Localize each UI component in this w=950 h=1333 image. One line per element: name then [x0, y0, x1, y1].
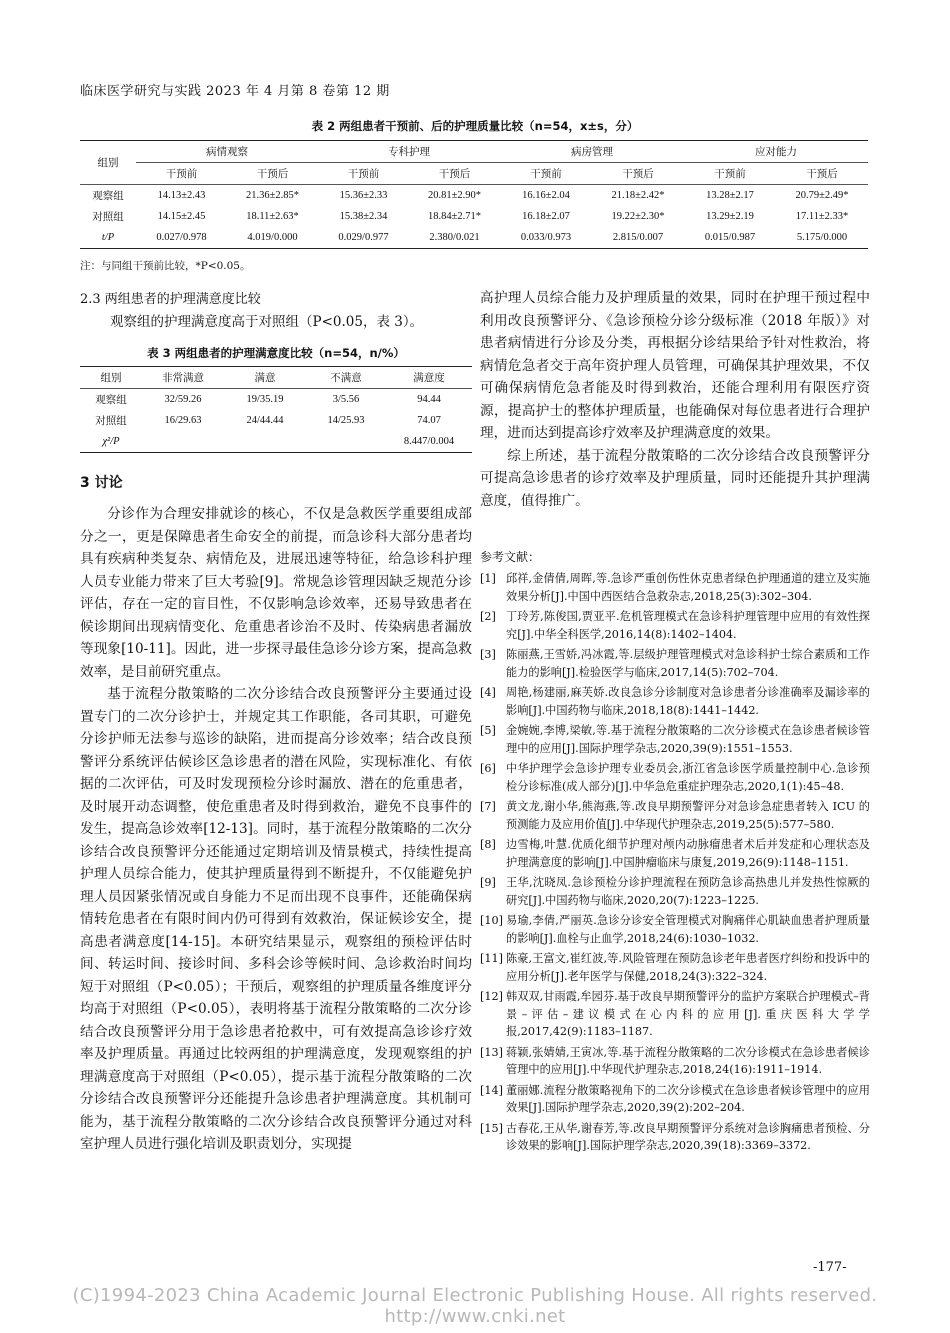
table-cell	[306, 431, 386, 453]
reference-list	[480, 570, 870, 1158]
reference-item	[480, 950, 870, 985]
table2-subheader: 干预后	[592, 163, 684, 185]
table-cell: 19.22±2.30*	[611, 211, 665, 222]
reference-item	[480, 798, 870, 833]
reference-number: [8]	[480, 838, 496, 851]
discussion-paragraph: 分诊作为合理安排就诊的核心，不仅是急救医学重要组成部分之一，更是保障患者生命安全的前提，而急诊科大部分患者均具有疾病种类复杂、病情危及，进展迅速等特征，给急诊科护理人员专业能力带来了巨大考验[9]。常规急诊管理因缺乏规范分诊评估，存在一定的盲目性，不仅影响急诊效率，还易导致患者在候诊期间出现病情变化、危重患者诊治不及时、传染病患者漏放等现象[10-11]。因此，进一步探寻最佳急诊分诊方案，提高急救效率，是目前研究重点。	[80, 506, 472, 680]
row-label: 观察组	[92, 191, 124, 202]
section-heading-discussion: 3 讨论	[80, 475, 123, 491]
table-cell: 0.015/0.987	[704, 232, 756, 243]
table3-header: 满意度	[386, 367, 472, 389]
table2-cat-header: 应对能力	[684, 141, 868, 163]
table-cell: 20.79±2.49*	[795, 190, 849, 201]
table-row	[80, 410, 472, 431]
table-cell: 14.13±2.43	[157, 190, 206, 201]
table3-header: 不满意	[306, 367, 386, 389]
table-cell: 8.447/0.004	[403, 436, 455, 447]
reference-text: 金婉婉,李博,梁敏,等.基于流程分散策略的二次分诊模式在急诊患者候诊管理中的应用[J].国际护理学杂志,2020,39(9):1551–1553.	[506, 724, 870, 755]
reference-number: [4]	[480, 686, 496, 699]
reference-number: [6]	[480, 762, 496, 775]
table-cell: 2.815/0.007	[612, 232, 664, 243]
table-cell: 18.84±2.71*	[427, 211, 481, 222]
table3-header: 满意	[224, 367, 306, 389]
row-label: 观察组	[95, 395, 127, 406]
table-cell: 2.380/0.021	[429, 232, 480, 243]
reference-text: 中华护理学会急诊护理专业委员会,浙江省急诊医学质量控制中心.急诊预检分诊标准(成人部分)[J].中华急危重症护理杂志,2020,1(1):45–48.	[506, 762, 870, 793]
reference-number: [15]	[480, 1121, 503, 1135]
table-cell: 20.81±2.90*	[427, 190, 481, 201]
reference-text: 韩双双,甘雨霞,牟园芬.基于改良早期预警评分的监护方案联合护理模式–背景–评估–建议模式在心内科的应用[J].重庆医科大学学报,2017,42(9):1183–1187.	[506, 990, 870, 1038]
row-label: 对照组	[92, 212, 124, 223]
reference-text: 古春花,王从华,谢春芳,等.改良早期预警评分系统对急诊胸痛患者预检、分诊效果的影响[J].国际护理学杂志,2020,39(18):3369–3372.	[506, 1121, 870, 1152]
reference-number: [11]	[480, 952, 503, 965]
copyright-footer: (C)1994-2023 China Academic Journal Electronic Publishing House. All rights reserved. http://www.cnki.net	[72, 1285, 878, 1327]
table-cell: 94.44	[417, 394, 441, 405]
right-column-body	[480, 287, 870, 512]
reference-number: [3]	[480, 648, 496, 661]
table3-caption: 表 3 两组患者的护理满意度比较（n=54，n/%）	[147, 346, 405, 360]
table-cell: 0.027/0.978	[156, 232, 207, 243]
table2-cat-header: 病情观察	[136, 141, 318, 163]
table-cell: 13.28±2.17	[706, 190, 754, 201]
table-cell: 17.11±2.33*	[795, 211, 849, 222]
reference-number: [2]	[480, 610, 496, 623]
table2-subheader: 干预前	[136, 163, 227, 185]
reference-item	[480, 1044, 870, 1079]
section-2-3-text: 观察组的护理满意度高于对照组（P<0.05，表 3）。	[110, 314, 424, 330]
table-cell: 74.07	[417, 415, 441, 426]
reference-text: 董丽娜.流程分散策略视角下的二次分诊模式在急诊患者候诊管理中的应用效果[J].国际护理学杂志,2020,39(2):202–204.	[506, 1083, 870, 1114]
table-cell: 24/44.44	[246, 415, 284, 426]
journal-header: 临床医学研究与实践 2023 年 4 月第 8 卷第 12 期	[80, 84, 390, 99]
reference-text: 蒋颖,张婧婧,王寅冰,等.基于流程分散策略的二次分诊模式在急诊患者候诊管理中的应用[J].中华现代护理杂志,2018,24(16):1911–1914.	[506, 1045, 870, 1076]
page-number: -177-	[813, 1260, 847, 1275]
reference-item	[480, 608, 870, 643]
table3	[80, 366, 472, 453]
table-cell: 16/29.63	[164, 415, 202, 426]
reference-item	[480, 1082, 870, 1117]
section-heading-2-3: 2.3 两组患者的护理满意度比较	[80, 292, 261, 307]
reference-number: [5]	[480, 724, 496, 737]
reference-text: 丁玲芳,陈俊国,贾亚平.危机管理模式在急诊科护理管理中应用的有效性探究[J].中华全科医学,2016,14(8):1402–1404.	[506, 610, 870, 641]
table2-header-row	[80, 141, 868, 163]
reference-number: [9]	[480, 876, 496, 889]
continuation-paragraph: 高护理人员综合能力及护理质量的效果，同时在护理干预过程中利用改良预警评分、《急诊预检分诊分级标准（2018 年版）》对患者病情进行分诊及分类，再根据分诊结果给予针对性救治，将病情危急者交于高年资护理人员管理，可确保其护理效果，不仅可确保病情危急者能及时得到救治，还能合理利用有限医疗资源，提高护士的整体护理质量，也能确保对每位患者进行合理护理，进而达到提高诊疗效率及护理满意度的效果。	[480, 290, 870, 441]
reference-text: 周艳,杨建丽,麻芙娇.改良急诊分诊制度对急诊患者分诊准确率及漏诊率的影响[J].中国药物与临床,2018,18(8):1441–1442.	[506, 686, 870, 717]
table2-cat-header: 病房管理	[500, 141, 684, 163]
row-label: χ²/P	[102, 436, 120, 447]
table-row	[80, 185, 868, 207]
reference-text: 边雪梅,叶慧.优质化细节护理对颅内动脉瘤患者术后并发症和心理状态及护理满意度的影响[J].中国肿瘤临床与康复,2019,26(9):1148–1151.	[506, 838, 870, 869]
table-cell: 14.15±2.45	[157, 211, 206, 222]
table2-note: 注：与同组干预前比较，*P<0.05。	[80, 260, 251, 272]
discussion-body	[80, 503, 472, 1156]
reference-text: 易瑜,李倩,严丽英.急诊分诊安全管理模式对胸痛伴心肌缺血患者护理质量的影响[J].血栓与止血学,2018,24(6):1030–1032.	[506, 914, 870, 945]
discussion-paragraph: 基于流程分散策略的二次分诊结合改良预警评分主要通过设置专门的二次分诊护士，并规定其工作职能，各司其职，可避免分诊护师无法参与巡诊的缺陷，进而提高分诊效率；结合改良预警评分系统评估候诊区急诊患者的潜在风险，实现标准化、有依据的二次评估，可及时发现预检分诊时漏放、潜在的危重患者，及时展开动态调整，使危重患者及时得到救治，避免不良事件的发生，提高急诊效率[12-13]。同时，基于流程分散策略的二次分诊结合改良预警评分还能通过定期培训及情景模式，持续性提高护理人员综合能力，使其护理质量得到不断提升，不仅能避免护理人员因紧张情况或自身能力不足而出现不良事件，还能确保病情转危患者在有限时间内仍可得到有效救治，保证候诊安全，提高患者满意度[14-15]。本研究结果显示，观察组的预检评估时间、转运时间、接诊时间、多科会诊等候时间、急诊救治时间均短于对照组（P<0.05）；干预后，观察组的护理质量各维度评分均高于对照组（P<0.05），表明将基于流程分散策略的二次分诊结合改良预警评分用于急诊患者抢救中，可有效提高急诊诊疗效率及护理质量。再通过比较两组的护理满意度，发现观察组的护理满意度高于对照组（P<0.05），提示基于流程分散策略的二次分诊结合改良预警评分还能提升急诊患者护理满意度。其机制可能为，基于流程分散策略的二次分诊结合改良预警评分通过对科室护理人员进行强化培训及职责划分，实现提	[80, 686, 472, 1152]
table-cell: 21.18±2.42*	[611, 190, 665, 201]
table3-header: 组别	[80, 367, 142, 389]
table3-header-row	[80, 367, 472, 389]
table-cell: 15.36±2.33	[339, 190, 388, 201]
reference-text: 王华,沈晓凤.急诊预检分诊护理流程在预防急诊高热患儿并发热性惊厥的研究[J].中国药物与临床,2020,20(7):1223–1225.	[506, 876, 870, 907]
reference-number: [7]	[480, 800, 496, 813]
reference-number: [13]	[480, 1045, 503, 1059]
reference-number: [14]	[480, 1083, 503, 1097]
reference-text: 陈豪,王富文,崔红波,等.风险管理在预防急诊老年患者医疗纠纷和投诉中的应用分析[J].老年医学与保健,2018,24(3):322–324.	[506, 952, 870, 983]
table-row	[80, 431, 472, 453]
table2-subheader: 干预后	[409, 163, 500, 185]
reference-item	[480, 722, 870, 757]
table-cell: 21.36±2.85*	[245, 190, 299, 201]
reference-number: [12]	[480, 990, 503, 1003]
table-cell: 13.29±2.19	[706, 211, 754, 222]
table2-subheader-row	[80, 163, 868, 185]
table2-subheader: 干预后	[227, 163, 318, 185]
reference-item	[480, 874, 870, 909]
table3-header: 非常满意	[142, 367, 224, 389]
reference-item	[480, 988, 870, 1041]
table2-subheader: 干预前	[500, 163, 592, 185]
table-cell: 0.033/0.973	[520, 232, 572, 243]
table-cell: 4.019/0.000	[247, 232, 298, 243]
reference-item	[480, 684, 870, 719]
table2-subheader: 干预前	[318, 163, 409, 185]
row-label: 对照组	[95, 416, 127, 427]
table-row	[80, 389, 472, 411]
table-row	[80, 227, 868, 249]
table-cell: 18.11±2.63*	[246, 211, 299, 222]
references-heading: 参考文献：	[480, 550, 541, 564]
table-cell: 16.16±2.04	[522, 190, 570, 201]
table2-subheader: 干预后	[776, 163, 868, 185]
table2-caption: 表 2 两组患者干预前、后的护理质量比较（n=54，x±s，分）	[311, 119, 639, 133]
table-cell: 3/5.56	[332, 394, 360, 405]
table-cell: 16.18±2.07	[522, 211, 570, 222]
table-cell: 32/59.26	[164, 394, 202, 405]
reference-text: 黄文龙,谢小华,熊海燕,等.改良早期预警评分对急诊急症患者转入 ICU 的预测能力及应用价值[J].中华现代护理杂志,2019,25(5):577–580.	[506, 800, 870, 831]
table-cell	[224, 431, 306, 453]
conclusion-paragraph: 综上所述，基于流程分散策略的二次分诊结合改良预警评分可提高急诊患者的诊疗效率及护理质量，同时还能提升其护理满意度，值得推广。	[480, 447, 870, 509]
table2	[80, 140, 868, 249]
table2-subheader: 干预前	[684, 163, 776, 185]
table-cell: 0.029/0.977	[338, 232, 389, 243]
reference-item	[480, 1120, 870, 1155]
reference-item	[480, 760, 870, 795]
reference-item	[480, 912, 870, 947]
table-cell: 5.175/0.000	[796, 232, 848, 243]
reference-text: 陈丽燕,王雪娇,冯冰霞,等.层级护理管理模式对急诊科护士综合素质和工作能力的影响[J].检验医学与临床,2017,14(5):702–704.	[506, 648, 870, 679]
reference-number: [10]	[480, 914, 503, 927]
table-cell: 14/25.93	[327, 415, 365, 426]
table-row	[80, 206, 868, 227]
table-cell	[142, 431, 224, 453]
reference-item	[480, 646, 870, 681]
table-cell: 15.38±2.34	[339, 211, 388, 222]
table-cell: 19/35.19	[246, 394, 284, 405]
reference-text: 邱祥,金倩倩,周晖,等.急诊严重创伤性休克患者绿色护理通道的建立及实施效果分析[J].中国中西医结合急救杂志,2018,25(3):302–304.	[506, 572, 870, 603]
table2-group-header: 组别	[80, 141, 136, 185]
row-label: t/P	[101, 232, 115, 243]
table2-cat-header: 专科护理	[318, 141, 500, 163]
reference-item	[480, 836, 870, 871]
reference-number: [1]	[480, 572, 496, 585]
reference-item	[480, 570, 870, 605]
